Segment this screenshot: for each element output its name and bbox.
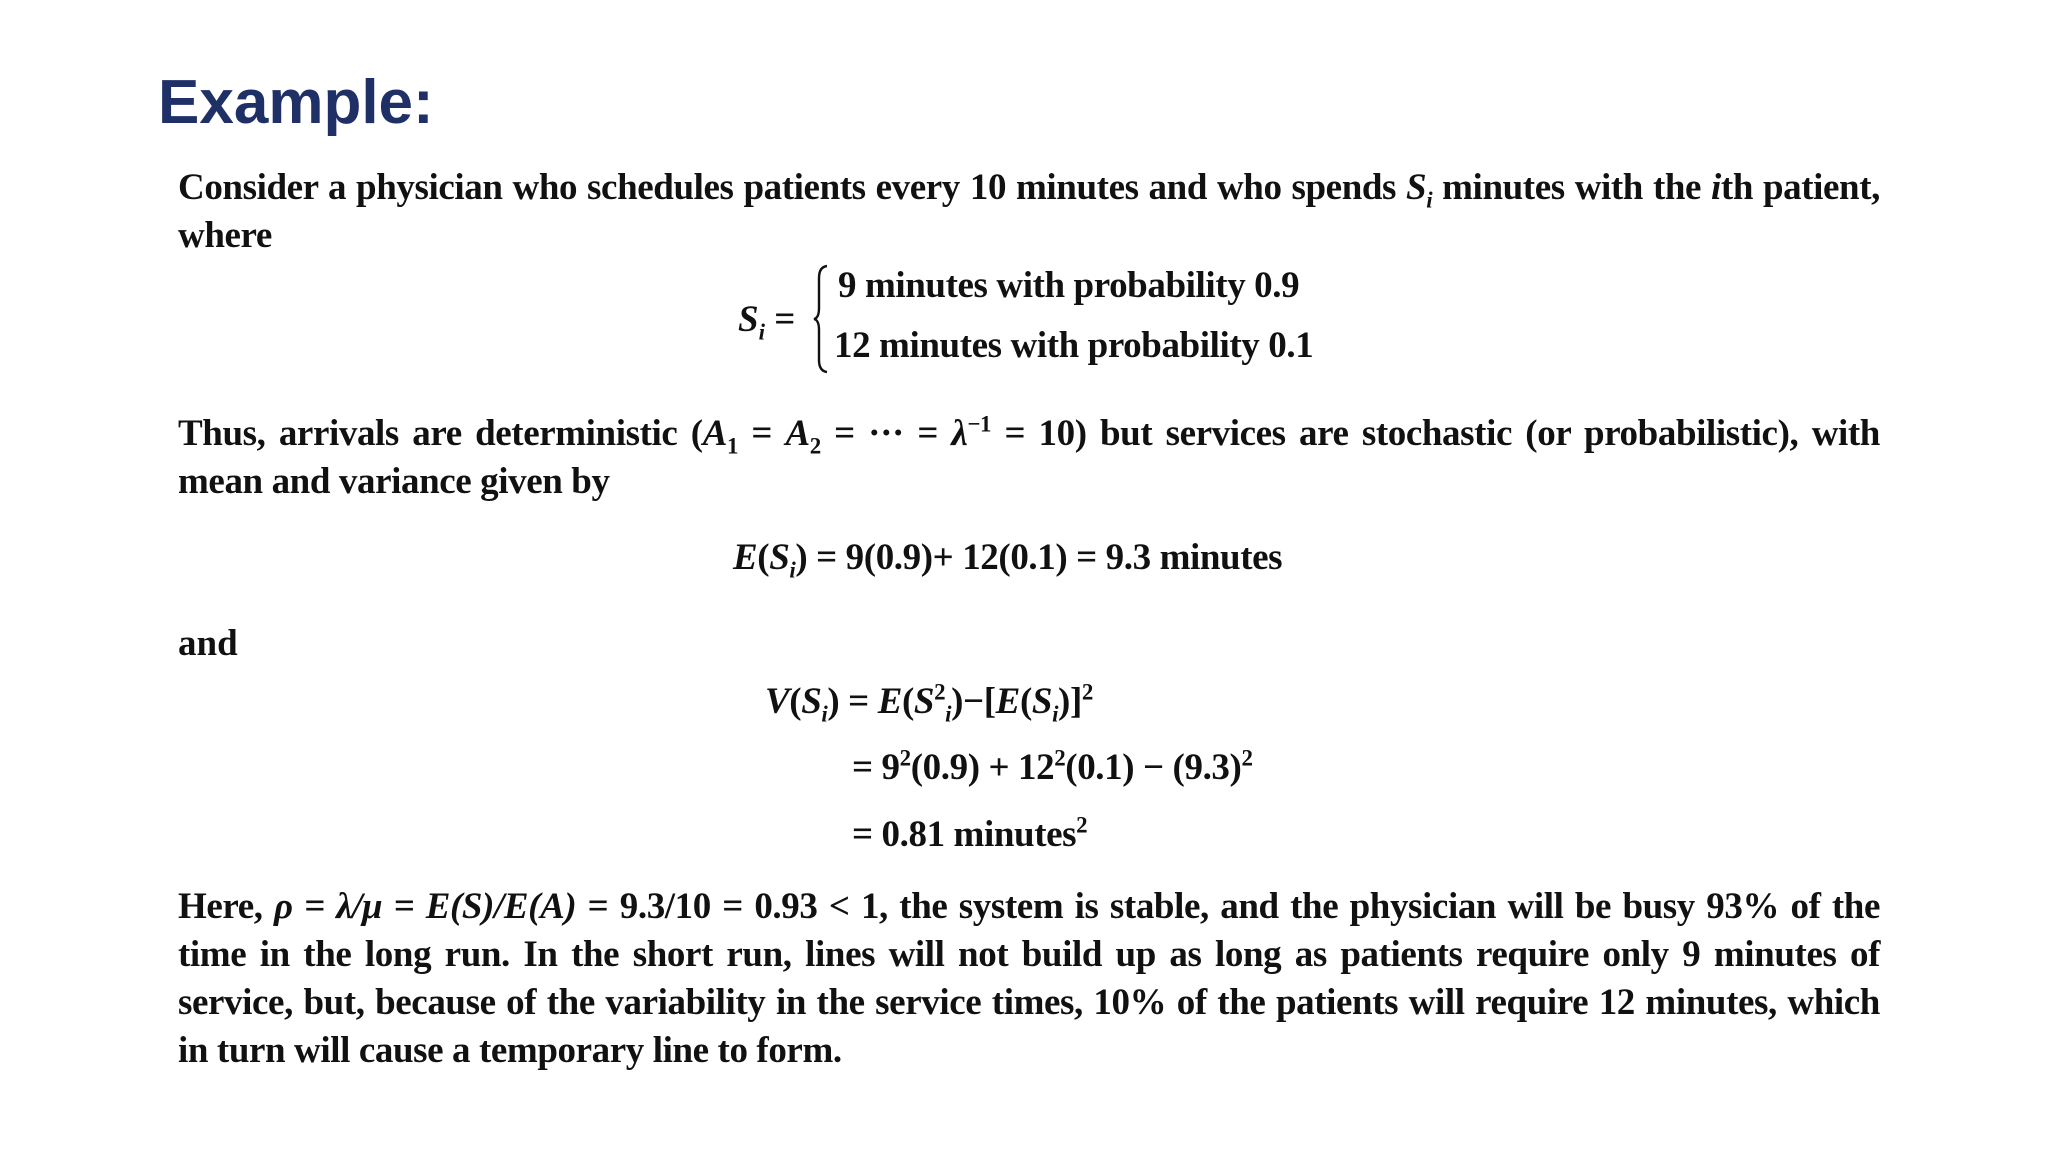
intro-text-middle: minutes with the: [1432, 167, 1712, 208]
service-time-definition: [738, 262, 1338, 382]
variance-equation-line3: = 0.81 minutes$^2$: [852, 812, 1088, 855]
mean-equation: $E(S_i) = 9(0.9)+ 12(0.1) = 9.3$ minutes: [733, 537, 1283, 583]
case-twelve-minutes: 12 minutes with probability 0.1: [834, 325, 1314, 366]
intro-text-start: Consider a physician who schedules patients every 10 minutes and who spends: [178, 167, 1407, 208]
intro-paragraph: [178, 164, 1880, 260]
utilization-formula: ρ = λ/μ = E(S)/E(A): [274, 886, 577, 927]
conclusion-text-start: Here,: [178, 886, 275, 927]
slide-title: Example:: [158, 68, 434, 137]
conclusion-paragraph: [178, 883, 1880, 1075]
intro-text-end: th patient, where: [178, 167, 1881, 256]
piecewise-lhs: $S_i$ =: [738, 299, 796, 345]
arrivals-paragraph: Thus, arrivals are deterministic ($A_1 = A_2$ = ··· = $\lambda^{-1} = 10$) but services are stochastic (or probabilistic), with mean and variance given by: [178, 411, 1880, 502]
variance-equation-line1: $V(S_i) = E(S^2_i)-[E(S_i)]^2$: [765, 679, 1093, 727]
conclusion-text-end: = 9.3/10 = 0.93 < 1, the system is stable, and the physician will be busy 93% of the time in the long run. In the short run, lines will not build up as long as patients require only 9 minutes of service, but, because of the variability in the service times, 10% of the patients will require 12 minutes, which in turn will cause a temporary line to form.: [178, 886, 1881, 1071]
arrivals-text-end: but services are stochastic (or probabilistic), with mean and variance given by: [178, 413, 1880, 502]
var-i: i: [1711, 167, 1721, 208]
variance-equation-line2: = $9^2(0.9) + 12^2(0.1) - (9.3)^2$: [852, 745, 1253, 788]
case-nine-minutes: 9 minutes with probability 0.9: [838, 265, 1300, 306]
left-brace-icon: [813, 264, 829, 374]
and-connector: and: [178, 623, 238, 664]
arrivals-text-start: Thus, arrivals are deterministic (: [178, 413, 703, 454]
var-s: S: [1406, 167, 1427, 208]
var-s-subscript: i: [1426, 187, 1433, 213]
